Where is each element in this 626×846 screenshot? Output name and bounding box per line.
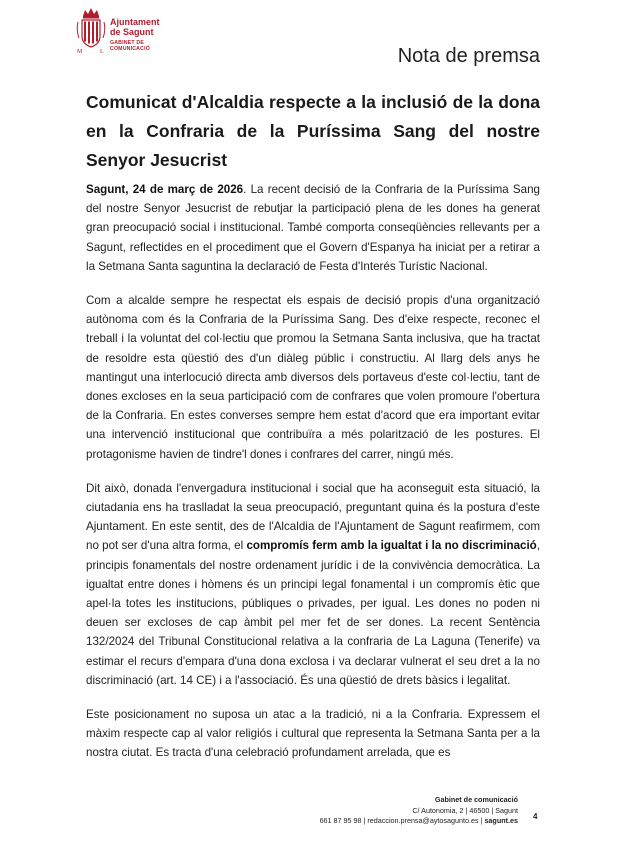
article-body bbox=[86, 180, 540, 778]
paragraph-3-emphasis: compromís ferm amb la igualtat i la no discriminació bbox=[246, 539, 537, 553]
footer-contact: 661 87 95 98 | redaccion.prensa@aytosagunto.es | bbox=[319, 816, 485, 825]
svg-text:M: M bbox=[77, 49, 83, 54]
logo-line-2: de Sagunt bbox=[110, 27, 154, 37]
logo-line-1: Ajuntament bbox=[110, 17, 160, 27]
logo-line-4: COMUNICACIÓ bbox=[110, 46, 150, 53]
footer-heading: Gabinet de comunicació bbox=[434, 795, 518, 804]
ajuntament-logo bbox=[74, 6, 184, 56]
paragraph-1-text: . La recent decisió de la Confraria de la Puríssima Sang del nostre Senyor Jesucrist de rebutjar la participació plena de les dones ha generat gran preocupació social i institucional. També comporta conseqüències rellevants per a Sagunt, reflectides en el procediment que el Govern d'Espanya ha iniciat per a retirar a la Setmana Santa saguntina la declaració de Festa d'Interés Turístic Nacional. bbox=[86, 183, 540, 273]
paragraph-4: Este posicionament no suposa un atac a la tradició, ni a la Confraria. Expressem el màxim respecte cap al valor religiós i cultural que representa la Setmana Santa per a la nostra ciutat. Es tracta d'una celebració profundament arrelada, que es bbox=[86, 708, 540, 760]
logo-line-3: GABINET DE bbox=[110, 40, 144, 46]
paragraph-3-after: , principis fonamentals del nostre ordenament jurídic i de la convivència democràtica. La igualtat entre dones i hòmens és un principi legal fonamental i un compromís ètic que apel·la totes les institucions, públiques o privades, per igual. Les dones no poden ni deuen ser excloses de cap àmbit pel mer fet de ser dones. La recent Sentència 132/2024 del Tribunal Constitucional relativa a la confraria de La Laguna (Tenerife) va estimar el recurs d'empara d'una dona exclosa i va declarar vulnerat el seu dret a la no discriminació (art. 14 CE) i a l'associació. És una qüestió de drets bàsics i legalitat. bbox=[86, 539, 540, 687]
paragraph-1 bbox=[86, 180, 540, 276]
page-title: Comunicat d'Alcaldia respecte a la inclusió de la dona en la Confraria de la Puríssima Sang del nostre Senyor Jesucrist bbox=[86, 92, 540, 170]
paragraph-2: Com a alcalde sempre he respectat els espais de decisió propis d'una organització autònoma com és la Confraria de la Puríssima Sang. Des d'eixe respecte, reconec el treball i la voluntat del col·lectiu que promou la Setmana Santa inclusiva, que ha tractat de resoldre esta qüestió des d'un diàleg públic i constructiu. Al llarg dels anys he mantingut una interlocució directa amb diversos dels portaveus d'este col·lectiu, tant de dones excloses en la seua participació com de confrares que volen promoure l'obertura de la Confraria. En estes converses sempre hem estat d'acord que era important evitar una intervenció institucional que contribuïra a més polarització de les postures. El protagonisme havien de tindre'l dones i confrares del carrer, ningú més. bbox=[86, 294, 540, 461]
dateline: Sagunt, 24 de març de 2026 bbox=[86, 183, 244, 196]
svg-text:L: L bbox=[100, 49, 104, 54]
logo-wordmark bbox=[110, 18, 160, 52]
footer-address: C/ Autonomia, 2 | 46500 | Sagunt bbox=[412, 805, 518, 815]
footer-contact-line bbox=[320, 816, 518, 827]
footer-website-link[interactable]: sagunt.es bbox=[484, 816, 518, 825]
page-footer bbox=[320, 795, 518, 827]
coat-of-arms-icon bbox=[74, 6, 108, 54]
paragraph-3 bbox=[86, 479, 540, 690]
document-type-label: Nota de premsa bbox=[397, 45, 540, 67]
paragraph-3-before: Dit això, donada l'envergadura institucional i social que ha aconseguit esta situació, la ciutadania ens ha traslladat la seua preocupació, preguntant quina és la postura d'este Ajuntament. En este sentit, des de l'Alcaldia de l'Ajuntament de Sagunt reafirmem, com no pot ser d'una altra forma, el bbox=[86, 481, 540, 553]
page-number: 4 bbox=[533, 812, 538, 821]
